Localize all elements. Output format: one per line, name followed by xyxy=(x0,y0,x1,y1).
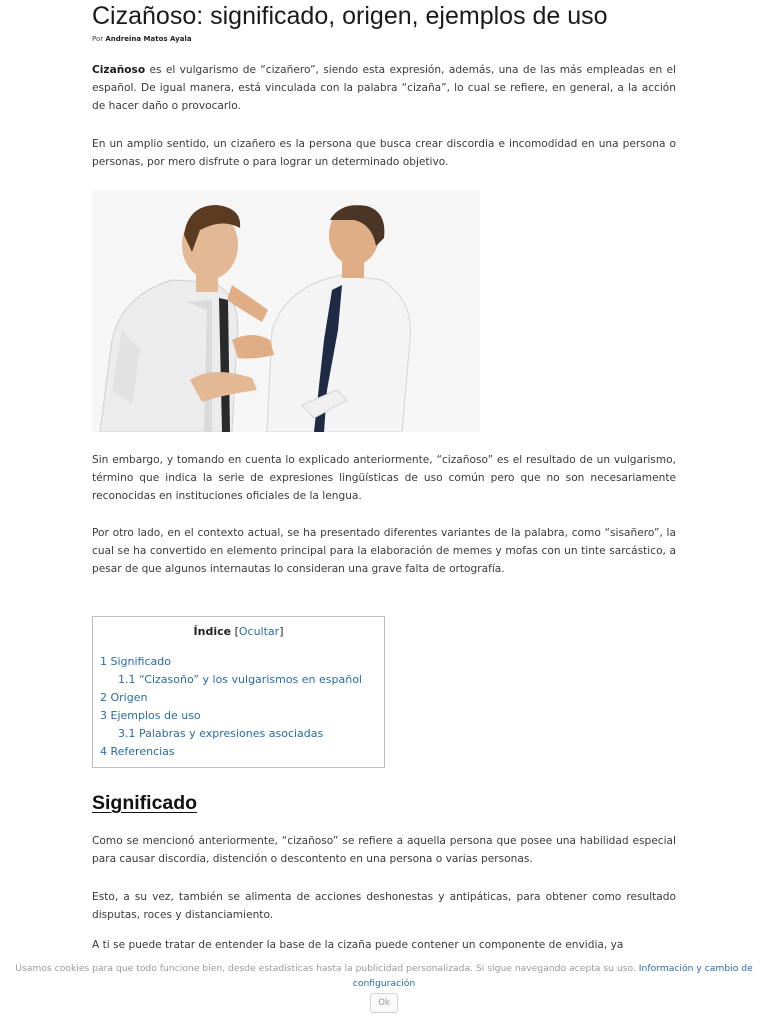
toc-item-ejemplos[interactable]: 3 Ejemplos de uso xyxy=(100,709,201,722)
toc-hide-link[interactable]: Ocultar xyxy=(238,625,280,638)
paragraph-variantes: Por otro lado, en el contexto actual, se ha presentado diferentes variantes de la palabra, como “sisañero”, la cual se ha convertido en elemento principal para la elaboración de memes y mofas con un tinte sarcástico, a pesar de que algunos internautas lo consideran una grave falta de ortografía. xyxy=(92,527,676,575)
section-heading-significado: Significado xyxy=(92,792,198,814)
toc-item-palabras[interactable]: 3.1 Palabras y expresiones asociadas xyxy=(118,727,324,740)
byline-prefix: Por xyxy=(92,35,104,43)
two-men-arguing-illustration xyxy=(92,190,480,432)
cookie-text: Usamos cookies para que todo funcione bien, desde estadísticas hasta la publicidad personalizada. Si sigue navegando acepta su uso. xyxy=(15,963,636,974)
toc-title: Índice xyxy=(193,625,232,638)
table-of-contents xyxy=(92,616,385,768)
paragraph-significado-2: Esto, a su vez, también se alimenta de acciones deshonestas y antipáticas, para obtener como resultado disputas, roces y distanciamiento. xyxy=(92,891,676,921)
toc-item-origen[interactable]: 2 Origen xyxy=(100,691,148,704)
article-title: Cizañoso: significado, origen, ejemplos de uso xyxy=(92,2,608,30)
paragraph-significado-1: Como se mencionó anteriormente, “cizañoso” se refiere a aquella persona que posee una habilidad especial para causar discordia, distención o descontento en una persona o varias personas. xyxy=(92,835,676,865)
intro-paragraph xyxy=(92,61,676,115)
cookie-message xyxy=(0,961,768,991)
toc-item-significado[interactable]: 1 Significado xyxy=(100,655,171,668)
toc-bracket-close: ] xyxy=(279,625,284,638)
toc-item-cizasono[interactable]: 1.1 “Cizasoño” y los vulgarismos en español xyxy=(118,673,362,686)
toc-item-referencias[interactable]: 4 Referencias xyxy=(100,745,175,758)
intro-term: Cizañoso xyxy=(92,64,146,76)
toc-header xyxy=(93,625,384,638)
cookie-banner xyxy=(0,952,768,1024)
cookie-ok-button[interactable]: Ok xyxy=(370,993,398,1013)
paragraph-significado-3: A ti se puede tratar de entender la base de la cizaña puede contener un componente de envidia, ya xyxy=(92,939,624,951)
toc-bracket-open: [ xyxy=(231,625,239,638)
paragraph-definition: En un amplio sentido, un cizañero es la persona que busca crear discordia e incomodidad en una persona o personas, por mero disfrute o para lograr un determinado objetivo. xyxy=(92,138,676,168)
article-photo xyxy=(92,190,480,432)
byline xyxy=(92,35,192,43)
author-name[interactable]: Andreina Matos Ayala xyxy=(105,35,192,43)
intro-text: es el vulgarismo de “cizañero”, siendo esta expresión, además, una de las más empleadas en el español. De igual manera, está vinculada con la palabra “cizaña”, lo cual se refiere, en general, a la acción de hacer daño o provocarlo. xyxy=(92,64,676,112)
paragraph-vulgarismo: Sin embargo, y tomando en cuenta lo explicado anteriormente, “cizañoso” es el resultado de un vulgarismo, término que indica la serie de expresiones lingüísticas de uso común pero que no son necesariamente reconocidas en instituciones oficiales de la lengua. xyxy=(92,454,676,502)
cookie-settings-link[interactable]: Información y cambio de configuración xyxy=(352,963,753,989)
